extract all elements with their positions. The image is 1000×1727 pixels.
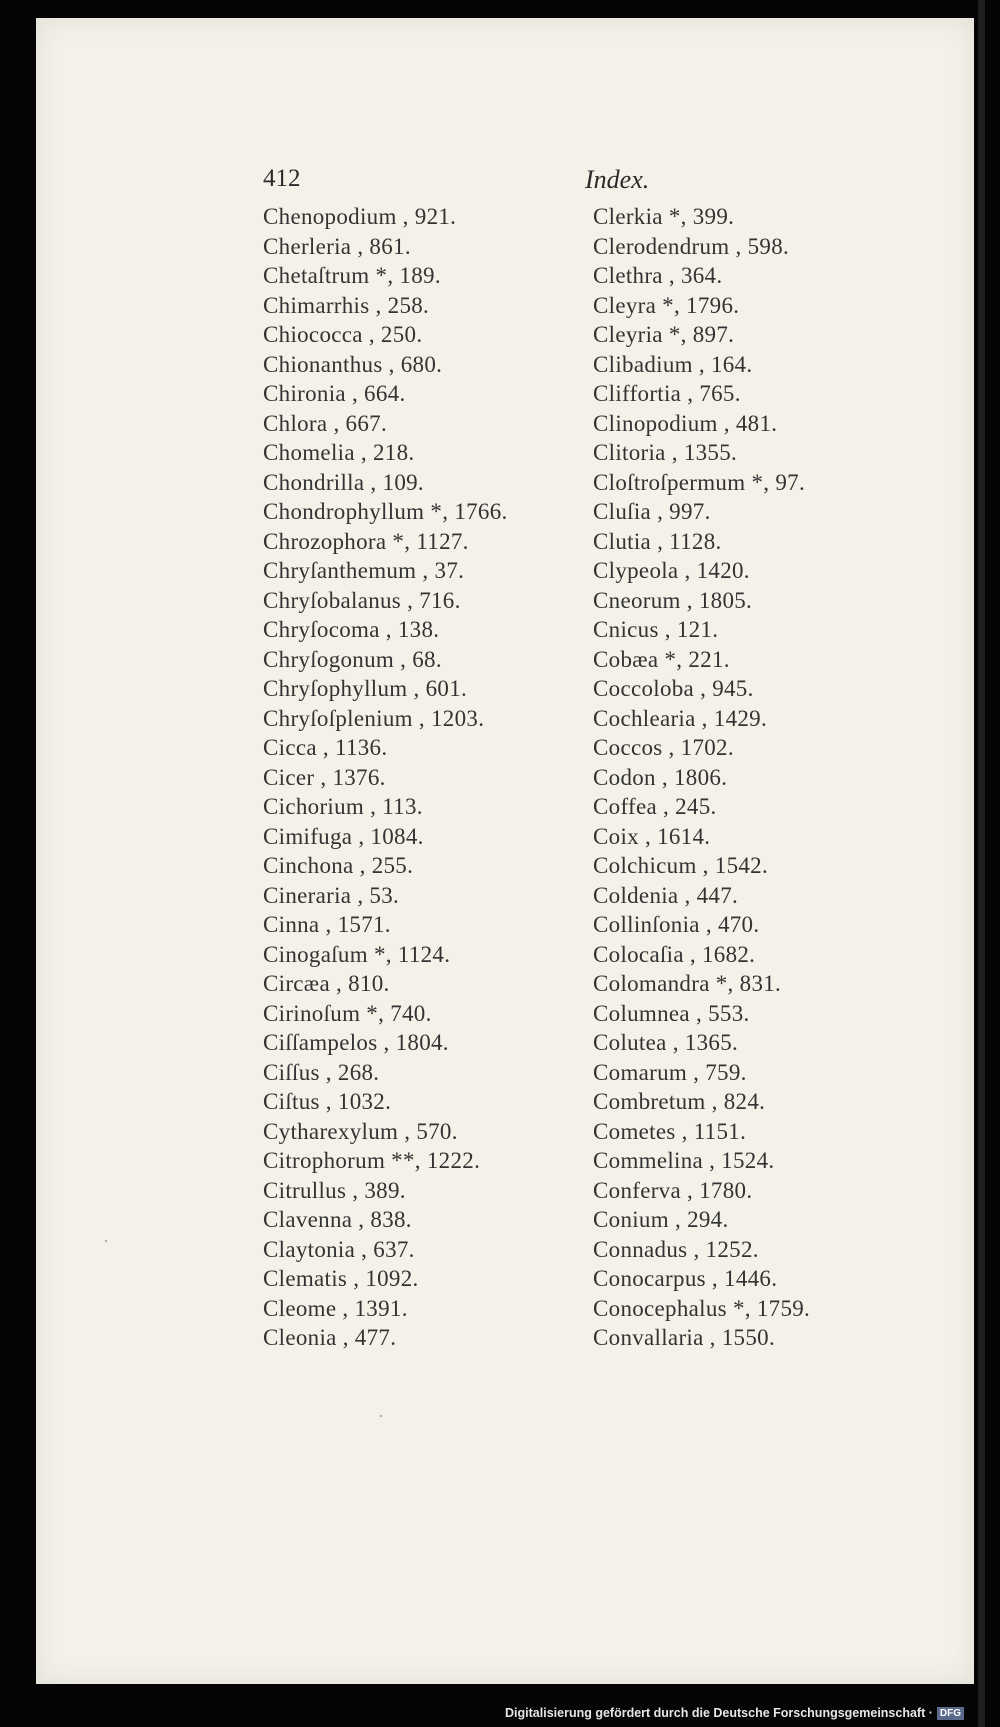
index-entry: Chiococca , 250. bbox=[263, 322, 423, 347]
index-entry: Chryſocoma , 138. bbox=[263, 617, 440, 642]
index-entry: Conocephalus *, 1759. bbox=[593, 1295, 811, 1321]
index-entry: Claytonia , 637. bbox=[263, 1236, 415, 1262]
digitization-footer bbox=[505, 1703, 964, 1723]
index-entry: Connadus , 1252. bbox=[593, 1236, 759, 1262]
dfg-logo: DFG bbox=[937, 1707, 964, 1720]
index-entry: Clypeola , 1420. bbox=[593, 558, 750, 583]
index-entry: Chondrophyllum *, 1766. bbox=[263, 499, 508, 524]
index-entry: Citrophorum **, 1222. bbox=[263, 1148, 481, 1173]
index-entry: Clutia , 1128. bbox=[593, 528, 722, 554]
index-entry: Cimifuga , 1084. bbox=[263, 823, 424, 849]
index-entry: Cichorium , 113. bbox=[263, 794, 423, 819]
index-entry: Conocarpus , 1446. bbox=[593, 1266, 778, 1291]
index-entry: Ciſtus , 1032. bbox=[263, 1089, 392, 1114]
index-entry: Comarum , 759. bbox=[593, 1059, 747, 1085]
index-entry: Cleyra *, 1796. bbox=[593, 292, 740, 318]
index-column-left bbox=[263, 202, 593, 1353]
index-entry: Chryſanthemum , 37. bbox=[263, 558, 465, 583]
index-entry: Cinna , 1571. bbox=[263, 912, 391, 937]
index-entry: Cherleria , 861. bbox=[263, 233, 411, 259]
index-entry: Chionanthus , 680. bbox=[263, 351, 443, 377]
index-entry: Citrullus , 389. bbox=[263, 1177, 406, 1203]
index-entry: Chlora , 667. bbox=[263, 410, 387, 436]
index-entry: Clitoria , 1355. bbox=[593, 440, 738, 465]
index-entry: Chenopodium , 921. bbox=[263, 204, 457, 229]
index-entry: Collinſonia , 470. bbox=[593, 912, 760, 937]
index-entry: Cinchona , 255. bbox=[263, 853, 414, 878]
index-entry: Clibadium , 164. bbox=[593, 351, 753, 377]
index-entry: Circæa , 810. bbox=[263, 971, 390, 996]
index-entry: Cicer , 1376. bbox=[263, 764, 386, 790]
index-entry: Chryſogonum , 68. bbox=[263, 646, 442, 672]
index-column-right bbox=[593, 202, 963, 1353]
index-entry: Codon , 1806. bbox=[593, 764, 728, 790]
index-entry: Cinogaſum *, 1124. bbox=[263, 941, 451, 967]
scan-edge-stripe bbox=[978, 0, 985, 1727]
index-entry: Cloſtroſpermum *, 97. bbox=[593, 469, 806, 495]
index-entry: Commelina , 1524. bbox=[593, 1148, 775, 1173]
index-entry: Chryſobalanus , 716. bbox=[263, 587, 461, 613]
paper-speck bbox=[380, 1415, 382, 1417]
index-entry: Chryſoſplenium , 1203. bbox=[263, 705, 485, 731]
index-entry: Cleonia , 477. bbox=[263, 1325, 397, 1350]
index-entry: Clerodendrum , 598. bbox=[593, 233, 790, 259]
index-entry: Cliffortia , 765. bbox=[593, 381, 741, 406]
index-entry: Colutea , 1365. bbox=[593, 1030, 739, 1055]
index-entry: Clematis , 1092. bbox=[263, 1266, 419, 1291]
index-entry: Cluſia , 997. bbox=[593, 499, 711, 524]
index-entry: Coix , 1614. bbox=[593, 823, 711, 849]
index-entry: Chryſophyllum , 601. bbox=[263, 676, 468, 701]
paper-speck bbox=[105, 1240, 107, 1242]
index-entry: Chironia , 664. bbox=[263, 381, 406, 406]
index-entry: Clerkia *, 399. bbox=[593, 204, 735, 229]
index-entry: Coldenia , 447. bbox=[593, 882, 739, 908]
index-entry: Columnea , 553. bbox=[593, 1000, 750, 1026]
index-entry: Coffea , 245. bbox=[593, 794, 717, 819]
index-entry: Cineraria , 53. bbox=[263, 882, 400, 908]
index-entry: Cicca , 1136. bbox=[263, 735, 388, 760]
index-entry: Convallaria , 1550. bbox=[593, 1325, 775, 1350]
index-entry: Clavenna , 838. bbox=[263, 1207, 412, 1232]
index-entry: Cometes , 1151. bbox=[593, 1118, 747, 1144]
index-entry: Chondrilla , 109. bbox=[263, 469, 424, 495]
index-entry: Coccos , 1702. bbox=[593, 735, 734, 760]
index-entry: Combretum , 824. bbox=[593, 1089, 766, 1114]
index-entry: Colocaſia , 1682. bbox=[593, 941, 756, 967]
index-entry: Cochlearia , 1429. bbox=[593, 705, 768, 731]
index-entry: Ciſſus , 268. bbox=[263, 1059, 380, 1085]
page-number: 412 bbox=[263, 165, 301, 192]
index-entry: Cnicus , 121. bbox=[593, 617, 719, 642]
index-entry: Colchicum , 1542. bbox=[593, 853, 769, 878]
index-entry: Cytharexylum , 570. bbox=[263, 1118, 458, 1144]
running-header: Index. bbox=[585, 165, 650, 194]
index-entry: Chimarrhis , 258. bbox=[263, 292, 430, 318]
index-entry: Conferva , 1780. bbox=[593, 1177, 753, 1203]
index-entry: Colomandra *, 831. bbox=[593, 971, 782, 996]
index-entry: Conium , 294. bbox=[593, 1207, 729, 1232]
index-entry: Chrozophora *, 1127. bbox=[263, 528, 469, 554]
index-entry: Clinopodium , 481. bbox=[593, 410, 778, 436]
index-entry: Chomelia , 218. bbox=[263, 440, 415, 465]
index-entry: Chetaſtrum *, 189. bbox=[263, 263, 441, 288]
index-entry: Cneorum , 1805. bbox=[593, 587, 753, 613]
index-entry: Cobæa *, 221. bbox=[593, 646, 730, 672]
index-entry: Ciſſampelos , 1804. bbox=[263, 1030, 449, 1055]
index-entry: Cleyria *, 897. bbox=[593, 322, 735, 347]
index-entry: Cleome , 1391. bbox=[263, 1295, 408, 1321]
footer-credit: Digitalisierung gefördert durch die Deutsche Forschungsgemeinschaft · bbox=[505, 1706, 933, 1720]
index-entry: Coccoloba , 945. bbox=[593, 676, 754, 701]
index-entry: Clethra , 364. bbox=[593, 263, 723, 288]
index-entry: Cirinoſum *, 740. bbox=[263, 1000, 432, 1026]
